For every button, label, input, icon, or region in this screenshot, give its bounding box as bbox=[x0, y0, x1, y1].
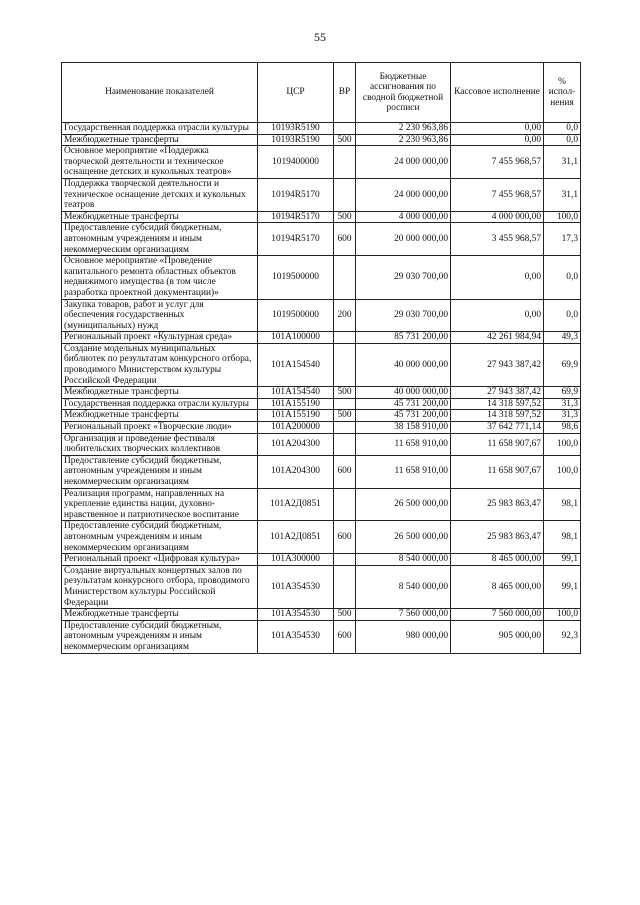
cell-cash: 14 318 597,52 bbox=[451, 410, 544, 422]
table-row bbox=[62, 488, 581, 521]
cell-csr: 101A2Д0851 bbox=[258, 488, 334, 521]
cell-cash: 0,00 bbox=[451, 256, 544, 299]
cell-name: Межбюджетные трансферты bbox=[62, 134, 258, 146]
cell-csr: 101A200000 bbox=[258, 422, 334, 434]
cell-vr bbox=[334, 256, 356, 299]
cell-vr bbox=[334, 123, 356, 135]
cell-csr: 10193R5190 bbox=[258, 134, 334, 146]
cell-allocations: 8 540 000,00 bbox=[356, 565, 451, 608]
header-vr: ВР bbox=[334, 63, 356, 123]
cell-name: Создание виртуальных концертных залов по результатам конкурсного отбора, проводимого Министерством культуры Российской Федерации bbox=[62, 565, 258, 608]
cell-name: Поддержка творческой деятельности и техническое оснащение детских и кукольных театров bbox=[62, 178, 258, 211]
cell-allocations: 980 000,00 bbox=[356, 620, 451, 653]
cell-allocations: 2 230 963,86 bbox=[356, 134, 451, 146]
table-row bbox=[62, 178, 581, 211]
cell-cash: 25 983 863,47 bbox=[451, 521, 544, 554]
table-body bbox=[62, 123, 581, 654]
cell-percent: 92,3 bbox=[544, 620, 581, 653]
cell-vr bbox=[334, 343, 356, 386]
cell-allocations: 29 030 700,00 bbox=[356, 299, 451, 332]
budget-execution-table bbox=[61, 62, 581, 654]
cell-allocations: 8 540 000,00 bbox=[356, 554, 451, 566]
cell-name: Государственная поддержка отрасли культуры bbox=[62, 398, 258, 410]
cell-allocations: 20 000 000,00 bbox=[356, 223, 451, 256]
cell-vr bbox=[334, 554, 356, 566]
cell-cash: 27 943 387,42 bbox=[451, 343, 544, 386]
table-row bbox=[62, 521, 581, 554]
cell-allocations: 40 000 000,00 bbox=[356, 343, 451, 386]
header-csr: ЦСР bbox=[258, 63, 334, 123]
cell-percent: 17,3 bbox=[544, 223, 581, 256]
cell-cash: 4 000 000,00 bbox=[451, 211, 544, 223]
table-row bbox=[62, 609, 581, 621]
cell-csr: 1019500000 bbox=[258, 256, 334, 299]
cell-csr: 10193R5190 bbox=[258, 123, 334, 135]
cell-cash: 0,00 bbox=[451, 134, 544, 146]
cell-percent: 100,0 bbox=[544, 455, 581, 488]
cell-cash: 7 560 000,00 bbox=[451, 609, 544, 621]
cell-percent: 100,0 bbox=[544, 433, 581, 455]
cell-percent: 49,3 bbox=[544, 332, 581, 344]
cell-percent: 31,3 bbox=[544, 410, 581, 422]
cell-name: Закупка товаров, работ и услуг для обеспечения государственных (муниципальных) нужд bbox=[62, 299, 258, 332]
cell-vr bbox=[334, 565, 356, 608]
cell-vr bbox=[334, 332, 356, 344]
cell-allocations: 2 230 963,86 bbox=[356, 123, 451, 135]
cell-vr bbox=[334, 146, 356, 179]
cell-vr: 600 bbox=[334, 223, 356, 256]
cell-percent: 31,1 bbox=[544, 146, 581, 179]
table-row bbox=[62, 223, 581, 256]
cell-vr: 600 bbox=[334, 455, 356, 488]
table-header-row bbox=[62, 63, 581, 123]
cell-percent: 98,6 bbox=[544, 422, 581, 434]
table-row bbox=[62, 256, 581, 299]
cell-percent: 0,0 bbox=[544, 299, 581, 332]
cell-percent: 0,0 bbox=[544, 134, 581, 146]
cell-name: Предоставление субсидий бюджетным, автономным учреждениям и иным некоммерческим организациям bbox=[62, 620, 258, 653]
cell-cash: 8 465 000,00 bbox=[451, 554, 544, 566]
cell-name: Предоставление субсидий бюджетным, автономным учреждениям и иным некоммерческим организациям bbox=[62, 455, 258, 488]
table-row bbox=[62, 134, 581, 146]
cell-percent: 98,1 bbox=[544, 521, 581, 554]
table-row bbox=[62, 433, 581, 455]
cell-allocations: 29 030 700,00 bbox=[356, 256, 451, 299]
cell-vr bbox=[334, 398, 356, 410]
table-row bbox=[62, 387, 581, 399]
cell-allocations: 38 158 910,00 bbox=[356, 422, 451, 434]
cell-allocations: 26 500 000,00 bbox=[356, 488, 451, 521]
cell-cash: 11 658 907,67 bbox=[451, 433, 544, 455]
cell-allocations: 4 000 000,00 bbox=[356, 211, 451, 223]
cell-csr: 101A154540 bbox=[258, 343, 334, 386]
table-row bbox=[62, 554, 581, 566]
cell-csr: 101A204300 bbox=[258, 433, 334, 455]
cell-csr: 1019400000 bbox=[258, 146, 334, 179]
cell-percent: 69,9 bbox=[544, 387, 581, 399]
cell-allocations: 45 731 200,00 bbox=[356, 398, 451, 410]
cell-cash: 0,00 bbox=[451, 123, 544, 135]
cell-name: Государственная поддержка отрасли культуры bbox=[62, 123, 258, 135]
table-row bbox=[62, 299, 581, 332]
cell-csr: 101A154540 bbox=[258, 387, 334, 399]
table-row bbox=[62, 146, 581, 179]
cell-cash: 14 318 597,52 bbox=[451, 398, 544, 410]
cell-cash: 25 983 863,47 bbox=[451, 488, 544, 521]
cell-percent: 99,1 bbox=[544, 565, 581, 608]
cell-allocations: 24 000 000,00 bbox=[356, 146, 451, 179]
cell-name: Межбюджетные трансферты bbox=[62, 387, 258, 399]
cell-cash: 905 000,00 bbox=[451, 620, 544, 653]
cell-percent: 31,1 bbox=[544, 178, 581, 211]
table-row bbox=[62, 123, 581, 135]
cell-cash: 7 455 968,57 bbox=[451, 146, 544, 179]
cell-csr: 10194R5170 bbox=[258, 223, 334, 256]
page-number: 55 bbox=[314, 30, 326, 44]
cell-name: Основное мероприятие «Поддержка творческой деятельности и техническое оснащение детских и кукольных театров» bbox=[62, 146, 258, 179]
cell-csr: 101A155190 bbox=[258, 398, 334, 410]
cell-cash: 42 261 984,94 bbox=[451, 332, 544, 344]
header-allocations: Бюджетные ассигнования по сводной бюджетной росписи bbox=[356, 63, 451, 123]
cell-name: Организация и проведение фестиваля любительских творческих коллективов bbox=[62, 433, 258, 455]
cell-csr: 10194R5170 bbox=[258, 211, 334, 223]
cell-percent: 100,0 bbox=[544, 211, 581, 223]
cell-csr: 101A204300 bbox=[258, 455, 334, 488]
table-row bbox=[62, 332, 581, 344]
cell-vr: 500 bbox=[334, 410, 356, 422]
cell-csr: 101A100000 bbox=[258, 332, 334, 344]
cell-cash: 27 943 387,42 bbox=[451, 387, 544, 399]
cell-cash: 3 455 968,57 bbox=[451, 223, 544, 256]
table-row bbox=[62, 211, 581, 223]
table-row bbox=[62, 620, 581, 653]
table-row bbox=[62, 343, 581, 386]
cell-allocations: 45 731 200,00 bbox=[356, 410, 451, 422]
cell-allocations: 11 658 910,00 bbox=[356, 433, 451, 455]
cell-name: Региональный проект «Цифровая культура» bbox=[62, 554, 258, 566]
cell-name: Предоставление субсидий бюджетным, автономным учреждениям и иным некоммерческим организациям bbox=[62, 223, 258, 256]
cell-csr: 1019500000 bbox=[258, 299, 334, 332]
cell-csr: 101A2Д0851 bbox=[258, 521, 334, 554]
cell-cash: 11 658 907,67 bbox=[451, 455, 544, 488]
cell-percent: 0,0 bbox=[544, 123, 581, 135]
cell-csr: 101A354530 bbox=[258, 609, 334, 621]
cell-name: Реализация программ, направленных на укрепление единства нации, духовно-нравственное и патриотическое воспитание bbox=[62, 488, 258, 521]
cell-vr: 200 bbox=[334, 299, 356, 332]
cell-csr: 101A300000 bbox=[258, 554, 334, 566]
cell-cash: 7 455 968,57 bbox=[451, 178, 544, 211]
table-row bbox=[62, 422, 581, 434]
header-percent: % испол-нения bbox=[544, 63, 581, 123]
cell-name: Региональный проект «Культурная среда» bbox=[62, 332, 258, 344]
cell-percent: 98,1 bbox=[544, 488, 581, 521]
cell-name: Межбюджетные трансферты bbox=[62, 410, 258, 422]
cell-allocations: 24 000 000,00 bbox=[356, 178, 451, 211]
cell-name: Основное мероприятие «Проведение капитального ремонта областных объектов недвижимого имущества (в том числе разработка проектной документации)» bbox=[62, 256, 258, 299]
cell-percent: 99,1 bbox=[544, 554, 581, 566]
cell-allocations: 40 000 000,00 bbox=[356, 387, 451, 399]
cell-vr bbox=[334, 433, 356, 455]
cell-cash: 37 642 771,14 bbox=[451, 422, 544, 434]
cell-vr bbox=[334, 422, 356, 434]
cell-cash: 8 465 000,00 bbox=[451, 565, 544, 608]
table-row bbox=[62, 565, 581, 608]
table-row bbox=[62, 455, 581, 488]
cell-allocations: 85 731 200,00 bbox=[356, 332, 451, 344]
cell-name: Предоставление субсидий бюджетным, автономным учреждениям и иным некоммерческим организациям bbox=[62, 521, 258, 554]
cell-vr bbox=[334, 488, 356, 521]
cell-vr: 500 bbox=[334, 134, 356, 146]
cell-vr bbox=[334, 178, 356, 211]
cell-cash: 0,00 bbox=[451, 299, 544, 332]
cell-csr: 101A155190 bbox=[258, 410, 334, 422]
cell-allocations: 7 560 000,00 bbox=[356, 609, 451, 621]
cell-csr: 101A354530 bbox=[258, 620, 334, 653]
cell-percent: 100,0 bbox=[544, 609, 581, 621]
cell-vr: 600 bbox=[334, 620, 356, 653]
cell-allocations: 11 658 910,00 bbox=[356, 455, 451, 488]
cell-percent: 31,3 bbox=[544, 398, 581, 410]
table-row bbox=[62, 410, 581, 422]
cell-vr: 500 bbox=[334, 609, 356, 621]
cell-csr: 10194R5170 bbox=[258, 178, 334, 211]
cell-percent: 0,0 bbox=[544, 256, 581, 299]
cell-name: Межбюджетные трансферты bbox=[62, 609, 258, 621]
cell-allocations: 26 500 000,00 bbox=[356, 521, 451, 554]
cell-name: Региональный проект «Творческие люди» bbox=[62, 422, 258, 434]
cell-name: Межбюджетные трансферты bbox=[62, 211, 258, 223]
header-name: Наименование показателей bbox=[62, 63, 258, 123]
cell-vr: 500 bbox=[334, 387, 356, 399]
cell-vr: 600 bbox=[334, 521, 356, 554]
cell-csr: 101A354530 bbox=[258, 565, 334, 608]
table-row bbox=[62, 398, 581, 410]
header-cash: Кассовое исполнение bbox=[451, 63, 544, 123]
cell-vr: 500 bbox=[334, 211, 356, 223]
cell-name: Создание модельных муниципальных библиотек по результатам конкурсного отбора, проводимого Министерством культуры Российской Федерации bbox=[62, 343, 258, 386]
cell-percent: 69,9 bbox=[544, 343, 581, 386]
